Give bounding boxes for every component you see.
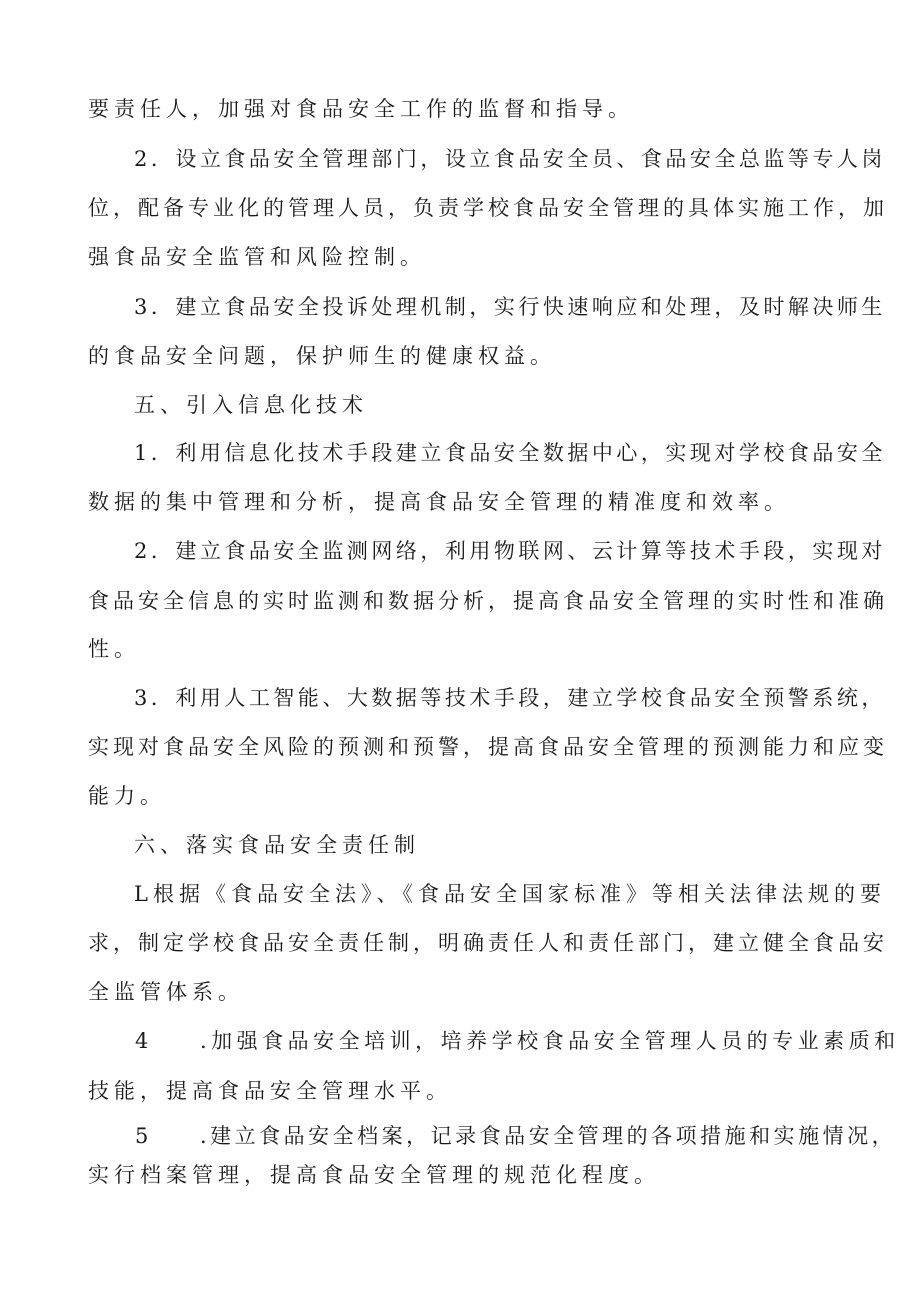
management-item-2-line-1: 2．设立食品安全管理部门，设立食品安全员、食品安全总监等专人岗: [134, 147, 886, 171]
intro-continuation: 要责任人，加强对食品安全工作的监督和指导。: [88, 97, 634, 121]
management-item-3-line-2: 的食品安全问题，保护师生的健康权益。: [88, 344, 556, 368]
management-item-2-line-2: 位，配备专业化的管理人员，负责学校食品安全管理的具体实施工作，加: [88, 196, 888, 220]
section-6-heading: 六、落实食品安全责任制: [134, 833, 420, 857]
section-6-item-1-line-1: L根据《食品安全法》、《食品安全国家标准》等相关法律法规的要: [134, 882, 886, 906]
management-item-3-line-1: 3．建立食品安全投诉处理机制，实行快速响应和处理，及时解决师生: [134, 295, 886, 319]
section-5-item-2-line-3: 性。: [88, 637, 140, 661]
section-6-item-4-line-2: 技能，提高食品安全管理水平。: [88, 1079, 452, 1103]
section-6-item-1-line-3: 全监管体系。: [88, 980, 244, 1004]
section-6-item-5-line-1: .建立食品安全档案，记录食品安全管理的各项措施和实施情况，: [200, 1124, 897, 1148]
section-6-item-5-number: 5: [135, 1124, 149, 1148]
section-5-item-2-line-2: 食品安全信息的实时监测和数据分析，提高食品安全管理的实时性和准确: [88, 589, 888, 613]
management-item-2-line-3: 强食品安全监管和风险控制。: [88, 245, 426, 269]
section-5-item-1-line-2: 数据的集中管理和分析，提高食品安全管理的精准度和效率。: [88, 490, 790, 514]
section-5-item-3-line-3: 能力。: [88, 784, 166, 808]
section-5-item-3-line-2: 实现对食品安全风险的预测和预警，提高食品安全管理的预测能力和应变: [88, 735, 888, 759]
section-6-item-4-number: 4: [135, 1029, 149, 1053]
section-6-item-4-line-1: .加强食品安全培训，培养学校食品安全管理人员的专业素质和: [200, 1029, 900, 1053]
section-5-heading: 五、引入信息化技术: [134, 393, 368, 417]
section-5-item-3-line-1: 3．利用人工智能、大数据等技术手段，建立学校食品安全预警系统，: [134, 686, 886, 710]
section-5-item-2-line-1: 2．建立食品安全监测网络，利用物联网、云计算等技术手段，实现对: [134, 539, 886, 563]
section-5-item-1-line-1: 1．利用信息化技术手段建立食品安全数据中心，实现对学校食品安全: [134, 441, 886, 465]
section-6-item-1-line-2: 求，制定学校食品安全责任制，明确责任人和责任部门，建立健全食品安: [88, 931, 888, 955]
section-6-item-5-line-2: 实行档案管理，提高食品安全管理的规范化程度。: [88, 1163, 660, 1187]
